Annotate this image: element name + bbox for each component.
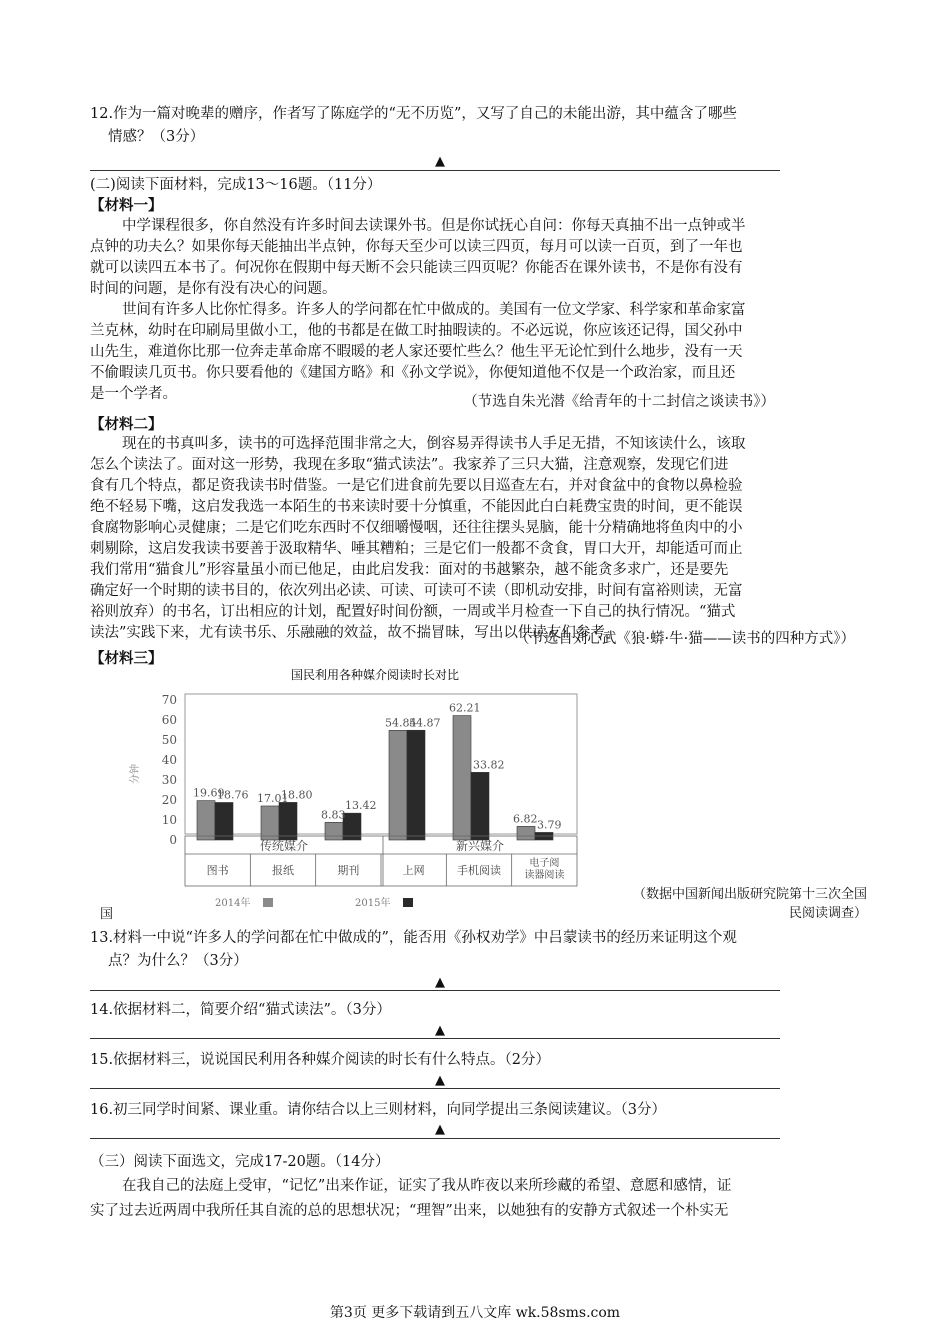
material1-paragraph1: 中学课程很多，你自然没有许多时间去读课外书。但是你试抚心自问：你每天真抽不出一点钟或半 点钟的功夫么？如果你每天能抽出半点钟，你每天至少可以读三四页，每月可以读一百页，到了一年也 就可以读四五本书了。何况你在假期中每天断不会只能读三四页呢？你能否在课外读书，不是你有没有 时间的问题，是你有没有决心的问题。 世间有许多人比你忙得多。许多人的学问都在忙中做成的。美国有一位文学家、科学家和革命家富 兰克林，幼时在印刷局里做小工，他的书都是在做工时抽暇读的。不必远说，你应该还记得，国父孙中 山先生，难道你比那一位奔走革命席不暇暖的老人家还要忙些么？他生平无论忙到什么地步，没有一天 不偷暇读几页书。你只要看他的《建国方略》和《孙文学说》，你便知道他不仅是一个政治家，而且还 是一个学者。 [90,218,746,402]
category-label: 上网 [402,864,425,877]
bar-2015年-手机阅读 [471,772,489,840]
answer-line [90,1138,780,1139]
y-tick-label: 0 [169,833,177,847]
material3-label: 【材料三】 [90,650,163,667]
bar-data-label: 62.21 [449,701,481,715]
page-footer: 第3页 更多下载请到五八文库 wk.58sms.com [329,1305,621,1321]
bar-data-label: 17.01 [257,791,289,805]
bar-data-label: 54.87 [409,716,441,730]
answer-line [90,990,780,991]
category-label: 报纸 [272,864,294,877]
bar-data-label: 54.84 [385,716,417,730]
y-tick-label: 30 [161,773,177,787]
q12-line2: 情感？（3分） [108,129,205,145]
bar-2015年-报纸 [279,802,297,840]
material2-label: 【材料二】 [90,416,163,433]
material2-source: （节选自刘心武《狼·蟒·牛·猫——读书的四种方式》） [514,631,855,647]
q13-line2: 点？为什么？（3分） [108,953,248,969]
reading-time-chart [120,664,590,914]
material2-paragraph: 现在的书真叫多，读书的可选择范围非常之大，倒容易弄得读书人手足无措，不知该读什么，该取 怎么个读法了。面对这一形势，我现在多取“猫式读法”。我家养了三只大猫，注意观察，发现它们进 食有几个特点，都足资我读书时借鉴。一是它们进食前先要以目巡查左右，并对食盆中的食物以鼻检验 绝不轻易下嘴，这启发我选一本陌生的书来读时要十分慎重，不能因此白白耗费宝贵的时间，更不能误 食腐物影响心灵健康；二是它们吃东西时不仅细嚼慢咽，还往往摆头晃脑，能十分精确地将鱼肉中的小 刺剔除，这启发我读书要善于汲取精华、唾其糟粕；三是它们一般都不贪食，胃口大开，却能适可而止 我们常用“猫食儿”形容量虽小而已他足，由此启发我：面对的书越繁杂，越不能贪多求广，还是要先 确定好一个时期的读书目的，依次列出必读、可读、可读可不读（即机动安排，时间有富裕则读，无富 裕则放弃）的书名，订出相应的计划，配置好时间份额，一周或半月检查一下自己的执行情况。“猫式 读法”实践下来，尤有读书乐、乐融融的效益，故不揣冒昧，写出以供读友们参考。 [90,436,746,641]
bar-data-label: 13.42 [345,799,377,813]
answer-triangle-icon: ▲ [435,1023,445,1038]
chart-source: （数据中国新闻出版研究院第十三次全国 民阅读调查） [632,887,867,921]
legend-label: 2014年 [215,898,251,909]
y-tick-label: 50 [161,733,177,747]
bar-2014年-手机阅读 [453,716,471,840]
bar-data-label: 19.69 [193,786,225,800]
bar-data-label: 3.79 [537,818,562,832]
q14: 14.依据材料二，简要介绍“猫式读法”。（3分） [90,1002,391,1018]
bar-2014年-图书 [197,801,215,840]
section2-heading: (二)阅读下面材料，完成13～16题。（11分） [90,177,382,193]
answer-line [90,1088,780,1089]
group-label: 新兴媒介 [455,839,505,853]
bar-2014年-期刊 [325,822,343,840]
y-tick-label: 60 [161,713,177,727]
answer-triangle-icon: ▲ [435,1073,445,1088]
bar-2014年-上网 [389,730,407,840]
chart-source-prefix: 国 [100,907,114,922]
category-label: 读器阅读 [524,870,565,881]
bar-2014年-电子阅读读器阅读 [517,826,535,840]
section3-paragraph-line2: 实了过去近两周中我所任其自流的总的思想状况；“理智”出来，以她独有的安静方式叙述一个朴实无 [90,1203,729,1219]
bar-data-label: 18.80 [281,788,313,802]
category-label: 电子阅 [529,858,560,869]
bar-data-label: 8.83 [321,808,346,822]
answer-line [90,170,780,171]
section3-heading: （三）阅读下面选文，完成17-20题。（14分） [90,1154,390,1170]
bar-data-label: 33.82 [473,758,505,772]
material1-source: （节选自朱光潜《给青年的十二封信之谈读书》） [463,394,775,410]
group-label: 传统媒介 [259,839,309,853]
y-tick-label: 10 [161,813,177,827]
y-tick-label: 70 [161,693,177,707]
q15: 15.依据材料三，说说国民利用各种媒介阅读的时长有什么特点。（2分） [90,1052,551,1068]
bar-2015年-上网 [407,730,425,840]
category-label: 手机阅读 [457,864,501,877]
chart-title: 国民利用各种媒介阅读时长对比 [290,668,460,682]
q12-line1: 12.作为一篇对晚辈的赠序，作者写了陈庭学的“无不历览”，又写了自己的未能出游，其中蕴含了哪些 [90,106,737,122]
category-label: 期刊 [337,864,360,877]
y-tick-label: 20 [161,793,177,807]
y-tick-label: 40 [161,753,177,767]
bar-data-label: 18.76 [217,788,249,802]
legend-label: 2015年 [355,898,391,909]
bar-2014年-报纸 [261,806,279,840]
bar-data-label: 6.82 [513,812,538,826]
section3-paragraph-line1: 在我自己的法庭上受审，“记忆”出来作证，证实了我从昨夜以来所珍藏的希望、意愿和感情，证 [122,1178,732,1194]
material1-label: 【材料一】 [90,197,163,214]
answer-triangle-icon: ▲ [435,1122,445,1137]
answer-triangle-icon: ▲ [435,975,445,990]
q16: 16.初三同学时间紧、课业重。请你结合以上三则材料，向同学提出三条阅读建议。（3分） [90,1102,667,1118]
bar-2015年-图书 [215,802,233,840]
q13-line1: 13.材料一中说“许多人的学问都在忙中做成的”，能否用《孙权劝学》中吕蒙读书的经历来证明这个观 [90,930,737,946]
chart-ylabel: 分钟 [130,764,141,784]
answer-line [90,1038,780,1039]
answer-triangle-icon: ▲ [435,154,445,169]
legend-swatch [263,898,273,907]
legend-swatch [403,898,413,907]
category-label: 图书 [206,864,229,877]
